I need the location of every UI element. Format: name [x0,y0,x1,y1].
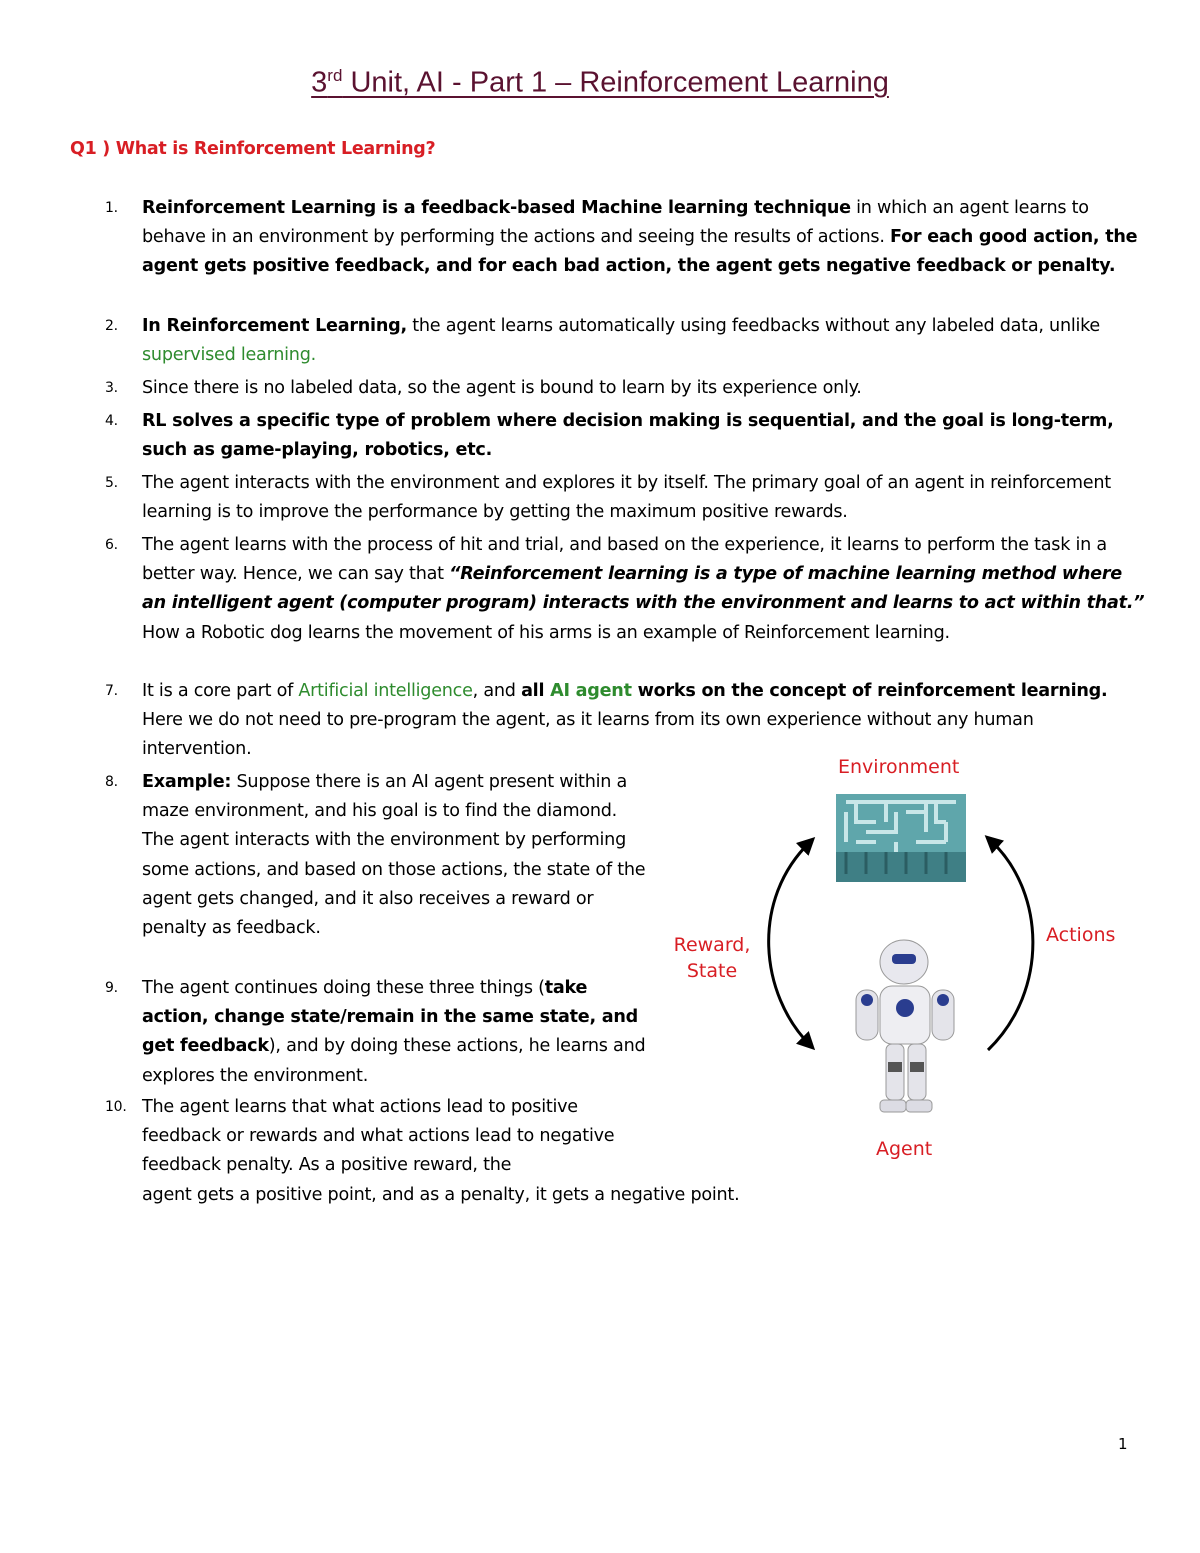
robot-icon [856,940,954,1112]
environment-label: Environment [838,756,960,778]
list-item: 10. The agent learns that what actions lead to positive feedback or rewards and what actions lead to negative feedback penalty. As a positive reward, the agent gets a positive point, and as a penalty, it gets a negative point. [105,1097,740,1205]
list-item: 8. Example: Suppose there is an AI agent present within a maze environment, and his goal is to find the diamond. The agent interacts with the environment by performing some actions, and based on those actions, the state of the agent gets changed, and it also receives a reward or penalty as feedback. [105,772,646,939]
list-item: 5. The agent interacts with the environment and explores it by itself. The primary goal of an agent in reinforcement learning is to improve the performance by getting the maximum positive rewards. [105,473,1111,523]
list-item: 3. Since there is no labeled data, so the agent is bound to learn by its experience only. [105,378,862,398]
reward-arrow [769,842,810,1045]
maze-icon [836,794,966,882]
rl-diagram [660,750,1130,1170]
page-number: 1 [1118,1435,1128,1453]
reward-state-label: Reward, State [673,934,751,982]
actions-arrow [988,840,1033,1050]
list-item: 9. The agent continues doing these three things (take action, change state/remain in the same state, and get feedback), and by doing these actions, he learns and explores the environment. [105,978,646,1086]
list-item: 4. RL solves a specific type of problem where decision making is sequential, and the goal is long-term, such as game-playing, robotics, etc. [105,411,1114,461]
actions-label: Actions [1046,924,1116,946]
list-item: 6. The agent learns with the process of hit and trial, and based on the experience, it learns to perform the task in a better way. Hence, we can say that “Reinforcement learning is a type of machine learning method where an intelligent agent (computer program) interacts with the environment and learns to act within that.” How a Robotic dog learns the movement of his arms is an example of Reinforcement learning. [105,535,1145,643]
list-item: 2. In Reinforcement Learning, the agent learns automatically using feedbacks without any labeled data, unlike supervised learning. [105,316,1101,366]
list-item: 1. Reinforcement Learning is a feedback-based Machine learning technique in which an agent learns to behave in an environment by performing the actions and seeing the results of actions. For each good action, the agent gets positive feedback, and for each bad action, the agent gets negative feedback or penalty. [105,198,1138,277]
question-heading: Q1 ) What is Reinforcement Learning? [70,139,436,159]
diagram-graphics [660,750,1130,1170]
agent-label: Agent [876,1138,933,1160]
page-title: 3rd Unit, AI - Part 1 – Reinforcement Learning [311,66,889,99]
list-item: 7. It is a core part of Artificial intelligence, and all AI agent works on the concept of reinforcement learning. Here we do not need to pre-program the agent, as it learns from its own experience without any human intervention. [105,681,1108,760]
